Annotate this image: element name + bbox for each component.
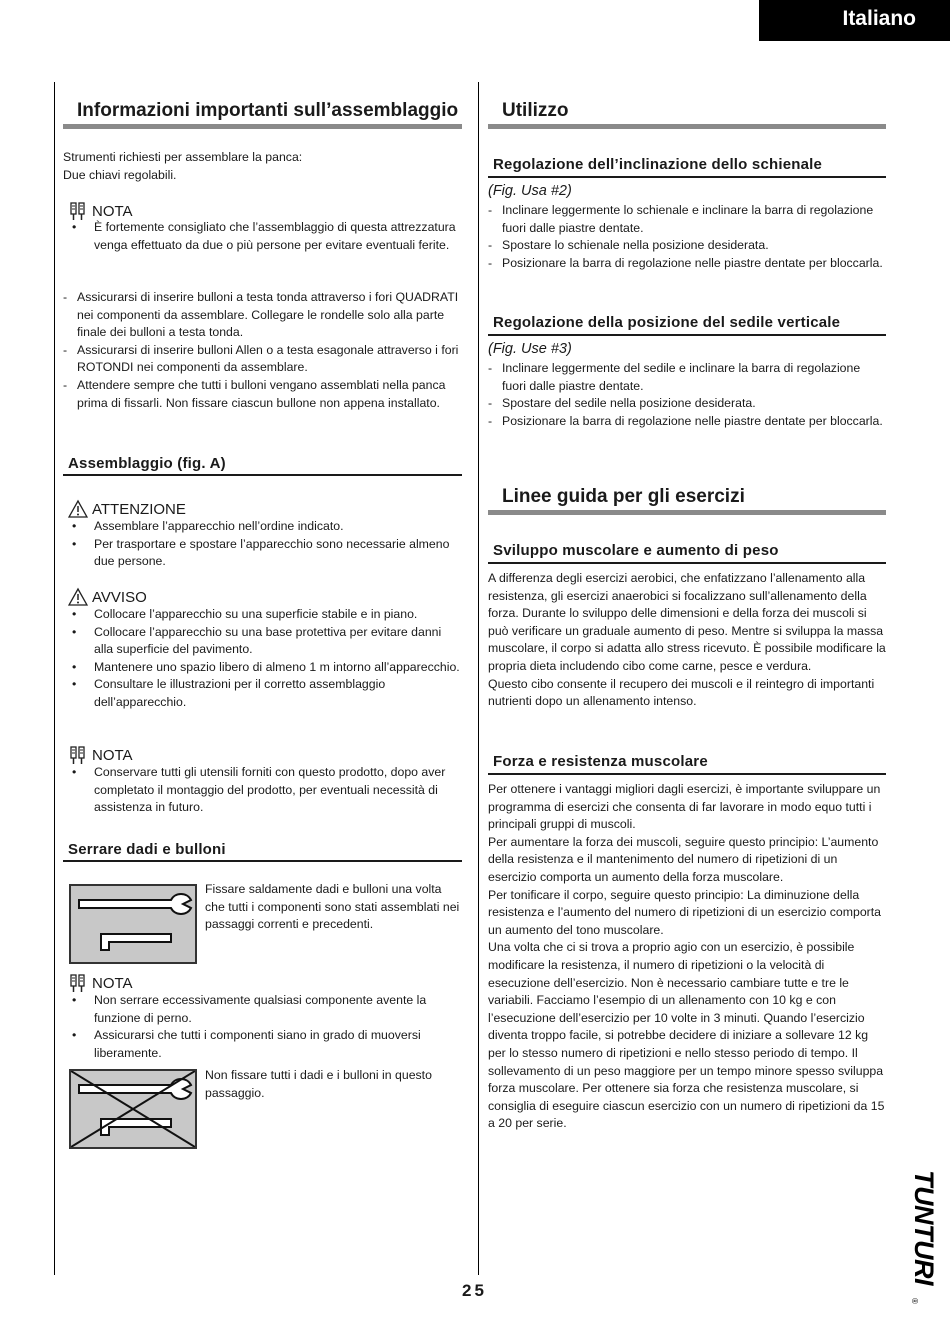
bolt-instruction-2: - Assicurarsi di inserire bulloni Allen o a testa esagonale attraverso i fori ROTONDI nei componenti da assemblare.	[63, 342, 461, 377]
strength-heading-rule	[488, 773, 886, 775]
tighten-heading-rule	[63, 860, 462, 862]
note-heading-3	[68, 973, 133, 993]
brand-logo	[903, 1170, 943, 1310]
language-tab	[759, 0, 950, 41]
attention-label: ATTENZIONE	[92, 500, 186, 518]
tools-icon	[68, 201, 88, 221]
note-3-body	[63, 992, 463, 1062]
seat-fig-label: (Fig. Use #3)	[488, 341, 572, 357]
crossed-wrench-icon	[71, 1071, 195, 1147]
warning-bullet-4: • Consultare le illustrazioni per il corretto assemblaggio dell’apparecchio.	[63, 676, 463, 711]
warning-bullet-1: • Collocare l’apparecchio su una superficie stabile e in piano.	[63, 606, 463, 624]
seat-step-2: - Spostare del sedile nella posizione desiderata.	[488, 395, 886, 413]
language-label: Italiano	[842, 7, 916, 30]
seat-step-3: - Posizionare la barra di regolazione nelle piastre dentate per bloccarla.	[488, 413, 886, 431]
left-title-bar	[63, 124, 462, 129]
brand-logo-text: TUNTURI	[909, 1170, 939, 1285]
muscle-paragraph-1: A differenza degli esercizi aerobici, che enfatizzano l’allenamento alla resistenza, gli esercizi anaerobici si focalizzano sull’allenamento della forza. Durante lo sviluppo delle dimensioni e della forza dei muscoli si può verificare un graduale aumento di peso. Mentre si sviluppa la massa muscolare, il corpo si adatta allo stress ricevuto. È possibile modificare la propria dieta includendo cibo come carne, pesce e verdura.	[488, 571, 886, 673]
seat-heading: Regolazione della posizione del sedile verticale	[493, 314, 841, 331]
warning-label: AVVISO	[92, 588, 147, 606]
note-heading-1	[68, 201, 133, 221]
muscle-paragraph-2: Questo cibo consente il recupero dei muscoli e il reintegro di importanti nutrienti dopo un allenamento intenso.	[488, 676, 875, 709]
note-2-bullet: • Conservare tutti gli utensili forniti con questo prodotto, dopo aver completato il montaggio del prodotto, per eventuali necessità di assistenza in futuro.	[63, 764, 463, 817]
exercise-guide-title: Linee guida per gli esercizi	[502, 486, 745, 507]
attention-body	[63, 518, 463, 571]
strength-text	[488, 781, 886, 1133]
warning-body	[63, 606, 463, 712]
tighten-tools-illustration	[69, 884, 197, 964]
incline-fig-label: (Fig. Usa #2)	[488, 183, 572, 199]
warning-bullet-2: • Collocare l’apparecchio su una base protettiva per evitare danni alla superficie del pavimento.	[63, 624, 463, 659]
muscle-heading: Sviluppo muscolare e aumento di peso	[493, 542, 779, 559]
right-title-bar	[488, 124, 886, 129]
left-margin-rule	[54, 82, 55, 1275]
tools-icon	[68, 745, 88, 765]
exercise-guide-bar	[488, 510, 886, 515]
warning-triangle-icon	[68, 499, 88, 519]
page-number: 25	[462, 1281, 487, 1300]
incline-heading-rule	[488, 176, 886, 178]
muscle-text	[488, 570, 886, 711]
tools-intro-line-2: Due chiavi regolabili.	[63, 167, 177, 182]
warning-triangle-icon	[68, 587, 88, 607]
bolt-instructions	[63, 289, 461, 412]
warning-bullet-3: • Mantenere uno spazio libero di almeno 1 m intorno all’apparecchio.	[63, 659, 463, 677]
muscle-heading-rule	[488, 562, 886, 564]
attention-bullet-1: • Assemblare l’apparecchio nell’ordine indicato.	[63, 518, 463, 536]
strength-paragraph-1: Per ottenere i vantaggi migliori dagli esercizi, è importante sviluppare un programma di esercizi che consenta di far lavorare in modo equo tutti i principali gruppi di muscoli.	[488, 782, 881, 832]
incline-step-2: - Spostare lo schienale nella posizione desiderata.	[488, 237, 886, 255]
incline-steps	[488, 202, 886, 272]
seat-step-1: - Inclinare leggermente del sedile e inclinare la barra di regolazione fuori dalle piastre dentate.	[488, 360, 886, 395]
no-tighten-text: Non fissare tutti i dadi e i bulloni in questo passaggio.	[205, 1068, 432, 1100]
tighten-text: Fissare saldamente dadi e bulloni una volta che tutti i componenti sono stati assemblati nei passaggi correnti e precedenti.	[205, 882, 460, 932]
wrench-icon	[71, 886, 195, 962]
note-label-2: NOTA	[92, 746, 133, 764]
right-section-title: Utilizzo	[502, 100, 569, 121]
note-1-body	[63, 219, 463, 254]
tools-icon	[68, 973, 88, 993]
column-divider	[478, 82, 479, 1275]
bolt-instruction-1: - Assicurarsi di inserire bulloni a testa tonda attraverso i fori QUADRATI nei componenti da assemblare. Collegare le rondelle solo alla parte finale dei bulloni a testa tonda.	[63, 289, 461, 342]
note-3-bullet-1: • Non serrare eccessivamente qualsiasi componente avente la funzione di perno.	[63, 992, 463, 1027]
attention-bullet-2: • Per trasportare e spostare l’apparecchio sono necessarie almeno due persone.	[63, 536, 463, 571]
tools-intro-line-1: Strumenti richiesti per assemblare la panca:	[63, 150, 303, 164]
strength-paragraph-2: Per aumentare la forza dei muscoli, seguire questo principio: L’aumento della resistenza e il mantenimento del numero di ripetizioni di un esercizio comporta un aumento della forza muscolare.	[488, 834, 879, 884]
registered-mark: ®	[910, 1298, 919, 1304]
note-1-bullet: • È fortemente consigliato che l’assemblaggio di questa attrezzatura venga effettuato da due o più persone per evitare eventuali ferite.	[63, 219, 463, 254]
seat-heading-rule	[488, 334, 886, 336]
assembly-heading: Assemblaggio (fig. A)	[68, 455, 226, 472]
note-2-body	[63, 764, 463, 817]
strength-paragraph-4: Una volta che ci si trova a proprio agio con un esercizio, è possibile modificare la resistenza, il numero di ripetizioni o la velocità di esecuzione dell’esercizio. Non è necessario cambiare tutte e tre le variabili. Facciamo l’esempio di un allenamento con 10 kg e con l’esecuzione dell’esercizio per 10 volte in 3 minuti. Quando l’esercizio diventa troppo facile, si potrebbe decidere di iniziare a sollevare 12 kg per lo stesso numero di ripetizioni e nello stesso periodo di tempo. Il sollevamento di un peso maggiore per un tempo minore spesso sviluppa forza muscolare. Per ottenere sia forza che resistenza muscolare, si consiglia di eseguire ciascun esercizio con un numero di ripetizioni da 15 a 20 per serie.	[488, 940, 885, 1131]
strength-heading: Forza e resistenza muscolare	[493, 753, 708, 770]
note-label-3: NOTA	[92, 974, 133, 992]
incline-step-3: - Posizionare la barra di regolazione nelle piastre dentate per bloccarla.	[488, 255, 886, 273]
tighten-heading: Serrare dadi e bulloni	[68, 841, 226, 858]
incline-step-1: - Inclinare leggermente lo schienale e inclinare la barra di regolazione fuori dalle piastre dentate.	[488, 202, 886, 237]
warning-heading	[68, 587, 147, 607]
incline-heading: Regolazione dell’inclinazione dello schienale	[493, 156, 823, 173]
no-tighten-illustration	[69, 1069, 197, 1149]
attention-heading	[68, 499, 186, 519]
tools-intro	[63, 149, 463, 184]
bolt-instruction-3: - Attendere sempre che tutti i bulloni vengano assemblati nella panca prima di fissarli. Non fissare ciascun bullone non appena installato.	[63, 377, 461, 412]
note-heading-2	[68, 745, 133, 765]
strength-paragraph-3: Per tonificare il corpo, seguire questo principio: La diminuzione della resistenza e l’aumento del numero di ripetizioni di un esercizio comporta un aumento del tono muscolare.	[488, 887, 882, 937]
seat-steps	[488, 360, 886, 430]
assembly-heading-rule	[63, 474, 462, 476]
note-label-1: NOTA	[92, 202, 133, 220]
note-3-bullet-2: • Assicurarsi che tutti i componenti siano in grado di muoversi liberamente.	[63, 1027, 463, 1062]
left-section-title: Informazioni importanti sull’assemblaggio	[77, 100, 459, 121]
